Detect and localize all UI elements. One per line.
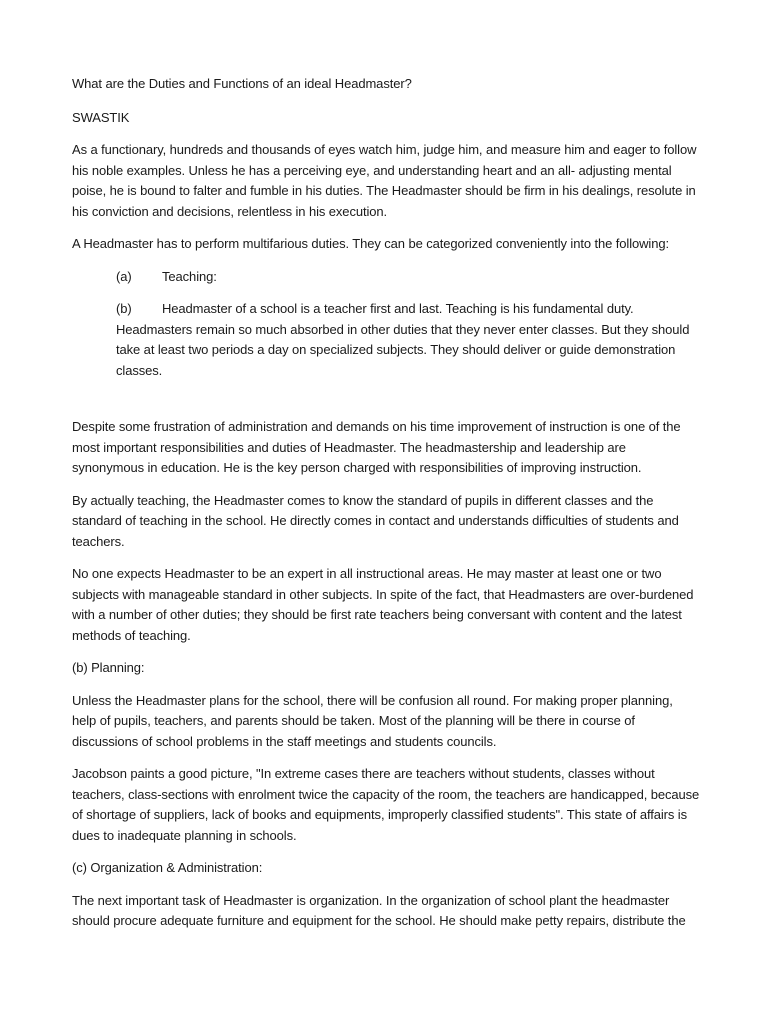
body-paragraph-4: Unless the Headmaster plans for the school, there will be confusion all round. For making proper planning, help of pupils, teachers, and parents should be taken. Most of the planning will be there in course of discussions of school problems in the staff meetings and students councils.: [72, 692, 673, 749]
list-marker-a: (a): [116, 268, 132, 284]
document-content: [72, 74, 700, 944]
document-author: SWASTIK: [72, 109, 130, 125]
intro-paragraph-2: A Headmaster has to perform multifarious duties. They can be categorized conveniently into the following:: [72, 236, 669, 251]
body-paragraph-5: Jacobson paints a good picture, "In extreme cases there are teachers without students, classes without teachers, class-sections with enrolment twice the capacity of the room, the teachers are handicapped, because of shortage of suppliers, lack of books and equipments, improperly classified students". This state of affairs is dues to inadequate planning in schools.: [72, 766, 700, 843]
list-item-b: [72, 299, 700, 381]
body-paragraph-6: The next important task of Headmaster is organization. In the organization of school plant the headmaster should procure adequate furniture and equipment for the school. He should make petty repairs, distribute the: [72, 892, 686, 928]
list-text-a: Teaching:: [162, 268, 217, 284]
body-paragraph-2: By actually teaching, the Headmaster comes to know the standard of pupils in different classes and the standard of teaching in the school. He directly comes in contact and understands difficulties of students and teachers.: [72, 492, 679, 549]
planning-heading: (b) Planning:: [72, 660, 145, 675]
body-paragraph-1: Despite some frustration of administration and demands on his time improvement of instruction is one of the most important responsibilities and duties of Headmaster. The headmastership and leadership are synonymous in education. He is the key person charged with responsibilities of improving instruction.: [72, 419, 681, 475]
intro-paragraph-1: As a functionary, hundreds and thousands of eyes watch him, judge him, and measure him and eager to follow his noble examples. Unless he has a perceiving eye, and understanding heart and an all- adjusting mental poise, he is bound to falter and fumble in his duties. The Headmaster should be firm in his dealings, resolute in his conviction and decisions, relentless in his execution.: [72, 142, 697, 219]
document-title: What are the Duties and Functions of an ideal Headmaster?: [72, 76, 412, 91]
organization-heading: (c) Organization & Administration:: [72, 860, 263, 875]
list-text-b: Headmaster of a school is a teacher first and last. Teaching is his fundamental duty.: [162, 301, 634, 316]
body-paragraph-3: No one expects Headmaster to be an expert in all instructional areas. He may master at least one or two subjects with manageable standard in other subjects. In spite of the fact, that Headmasters are over-burdened with a number of other duties; they should be first rate teachers being conversant with content and the latest methods of teaching.: [72, 566, 694, 643]
section-spacer: [72, 393, 700, 417]
list-text-b-continuation: Headmasters remain so much absorbed in other duties that they never enter classes. But they should take at least two periods a day on specialized subjects. They should deliver or guide demonstration classes.: [116, 321, 690, 378]
list-marker-b: (b): [116, 301, 132, 316]
list-item-a: [72, 267, 700, 288]
